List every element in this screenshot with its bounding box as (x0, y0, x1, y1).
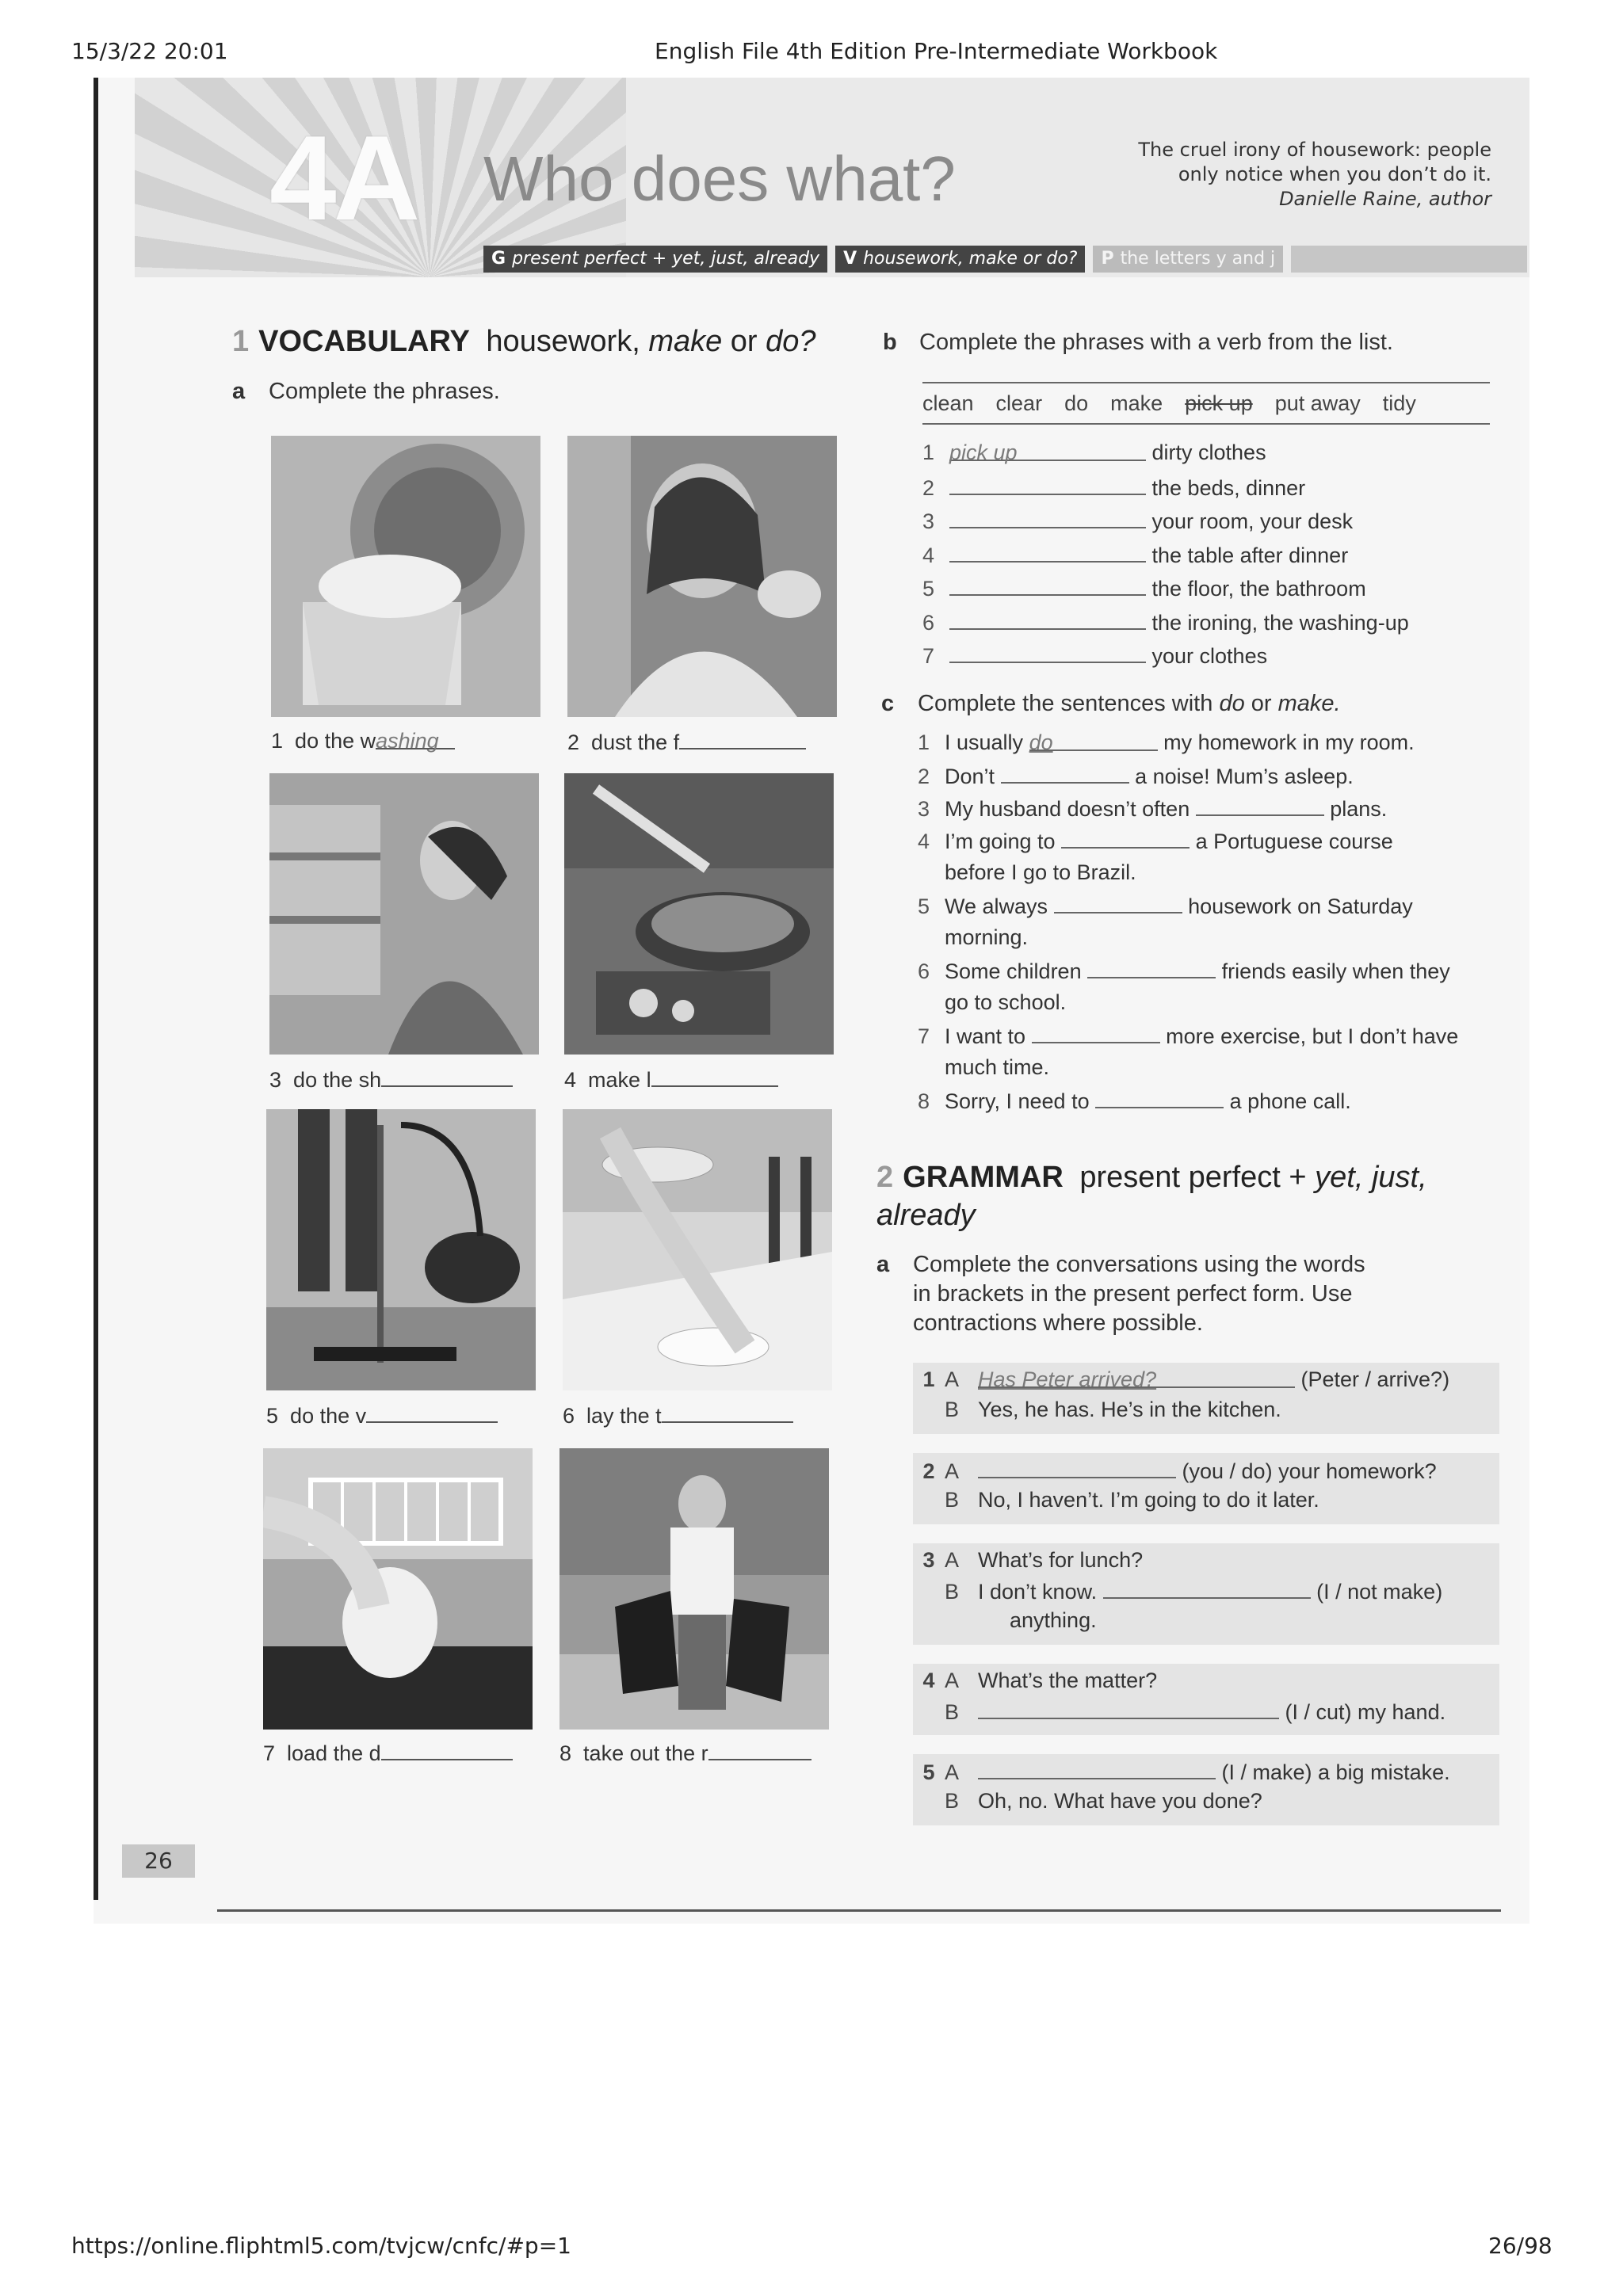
caption-num: 7 (263, 1741, 276, 1765)
row-num: 6 (918, 959, 930, 983)
tag-filler (1291, 246, 1527, 273)
answer-blank[interactable] (949, 441, 1146, 464)
caption-text: do the v (290, 1404, 367, 1428)
phrase-row (922, 508, 1409, 542)
answer-blank[interactable] (949, 475, 1146, 495)
speaker-a: A (945, 1459, 960, 1483)
word-clean: clean (922, 391, 974, 415)
hint: (Peter / arrive?) (1300, 1367, 1450, 1391)
tag-pronunciation (1093, 246, 1283, 273)
lesson-banner (135, 78, 1529, 277)
sentence-row (918, 1023, 1458, 1055)
sentence-before: Sorry, I need to (945, 1089, 1090, 1113)
phrase-row (922, 441, 1409, 475)
sentence-continuation: before I go to Brazil. (945, 860, 1136, 884)
hint: (I / not make) (1316, 1580, 1443, 1604)
photo-caption-2 (567, 729, 806, 755)
word-pick-up: pick up (1185, 391, 1253, 415)
section-number: 2 (876, 1161, 894, 1194)
row-num: 2 (922, 475, 935, 500)
exercise-text: Complete the sentences with (918, 691, 1213, 716)
phrase-row (922, 609, 1409, 643)
answer-blank[interactable] (949, 643, 1146, 663)
tag-text: present perfect + yet, just, already (512, 249, 820, 269)
caption-num: 8 (559, 1741, 572, 1765)
row-num: 8 (918, 1089, 930, 1113)
sentence-before: I usually (945, 730, 1024, 754)
answer-blank[interactable] (366, 1402, 498, 1423)
caption-text: lay the t (586, 1404, 662, 1428)
sentence-after: friends easily when they (1221, 959, 1450, 983)
sentence-after: my homework in my room. (1163, 730, 1415, 754)
reply: I don’t know. (978, 1580, 1098, 1604)
word-make-italic: make. (1277, 691, 1341, 716)
phrase-text: dirty clothes (1151, 441, 1266, 464)
tag-grammar (483, 246, 827, 273)
answer-blank[interactable] (1054, 893, 1182, 913)
caption-text: load the d (287, 1741, 381, 1765)
sentence-before: I’m going to (945, 830, 1056, 853)
convo-num: 3 (922, 1548, 935, 1572)
row-num: 4 (918, 830, 930, 853)
exercise-2a-instruction (876, 1250, 1365, 1338)
page-edge (94, 78, 98, 1900)
sentence-after: more exercise, but I don’t have (1166, 1024, 1459, 1048)
row-num: 6 (922, 610, 935, 635)
photo-caption-7 (263, 1740, 513, 1766)
photo-cooking (564, 773, 834, 1055)
question: What’s for lunch? (978, 1548, 1144, 1572)
hint: (you / do) your homework? (1182, 1459, 1437, 1483)
sentence-after: plans. (1330, 797, 1388, 821)
caption-num: 5 (266, 1404, 279, 1428)
phrase-text: the floor, the bathroom (1151, 577, 1366, 601)
convo-num: 4 (922, 1669, 935, 1692)
photo-laying-table (563, 1109, 832, 1390)
phrase-row (922, 542, 1409, 576)
topic-make: make (648, 325, 723, 358)
sentence-before: I want to (945, 1024, 1026, 1048)
tag-vocabulary (835, 246, 1085, 273)
word-clear: clear (995, 391, 1043, 415)
caption-num: 2 (567, 730, 580, 754)
word-do-italic: do (1219, 691, 1245, 716)
exercise-1b-instruction (883, 330, 1393, 356)
exercise-1a-instruction (232, 379, 500, 405)
photo-dishwasher (263, 1448, 533, 1730)
quote-line-2: only notice when you don’t do it. (1178, 163, 1491, 185)
phrases-list (922, 441, 1409, 677)
answer-blank[interactable] (1029, 730, 1158, 754)
workbook-page (94, 78, 1529, 1924)
section1-heading (232, 325, 816, 359)
photo-caption-6 (563, 1402, 793, 1428)
topic-present-perfect: present perfect + (1079, 1161, 1307, 1194)
photo-vacuuming (266, 1109, 536, 1390)
answer-blank[interactable] (1061, 828, 1190, 849)
lesson-tags (483, 246, 1527, 273)
sentence-row (918, 828, 1458, 860)
speaker-a: A (945, 1548, 960, 1572)
topic-or: or (730, 325, 758, 358)
photo-laundry (271, 436, 540, 717)
photo-caption-3 (269, 1066, 513, 1093)
caption-num: 6 (563, 1404, 575, 1428)
speaker-a: A (945, 1669, 960, 1692)
sentence-continuation: go to school. (945, 990, 1067, 1014)
sentence-after: a Portuguese course (1195, 830, 1393, 853)
print-datetime: 15/3/22 20:01 (71, 38, 228, 64)
handwritten-answer: pick up (949, 441, 1018, 464)
word-list-box (922, 382, 1490, 425)
answer-blank[interactable] (978, 1699, 1279, 1719)
conversation-3 (913, 1543, 1499, 1645)
photo-caption-1 (271, 729, 455, 753)
speaker-b: B (945, 1700, 960, 1724)
sentence-row (918, 1088, 1458, 1120)
sentence-row (918, 958, 1458, 990)
row-num: 3 (918, 797, 930, 821)
caption-text: do the w (295, 729, 376, 753)
photo-rubbish (559, 1448, 829, 1730)
section2-heading (876, 1158, 1479, 1234)
tag-text: housework, make or do? (863, 249, 1078, 269)
topic-already: already (876, 1199, 976, 1232)
section-keyword: GRAMMAR (903, 1161, 1064, 1194)
phrase-row (922, 475, 1409, 509)
sentence-after: a phone call. (1229, 1089, 1351, 1113)
page-number: 26 (122, 1844, 195, 1878)
tag-text: the letters y and j (1120, 249, 1276, 269)
instruction-line-2: in brackets in the present perfect form. Use (913, 1281, 1353, 1306)
exercise-letter: c (881, 691, 895, 716)
convo-num: 1 (922, 1367, 935, 1391)
sentence-row (918, 795, 1458, 828)
sentence-after: a noise! Mum’s asleep. (1135, 765, 1354, 788)
speaker-a: A (945, 1367, 960, 1391)
reply: Yes, he has. He’s in the kitchen. (978, 1398, 1281, 1421)
answer-blank[interactable] (662, 1402, 793, 1423)
speaker-b: B (945, 1580, 960, 1604)
photo-dusting (567, 436, 837, 717)
sentence-before: My husband doesn’t often (945, 797, 1190, 821)
word-tidy: tidy (1382, 391, 1416, 415)
conversation-2 (913, 1453, 1499, 1524)
exercise-letter: a (876, 1252, 890, 1277)
instruction-line-3: contractions where possible. (913, 1310, 1203, 1336)
topic-yet-just: yet, just, (1315, 1161, 1427, 1194)
answer-blank[interactable] (1032, 1023, 1160, 1043)
sentence-row (918, 893, 1458, 925)
word-make: make (1110, 391, 1163, 415)
hint: (I / make) a big mistake. (1221, 1760, 1450, 1784)
hint: (I / cut) my hand. (1285, 1700, 1446, 1724)
tag-letter: P (1101, 249, 1114, 269)
caption-text: make l (588, 1068, 651, 1092)
answer-blank[interactable] (679, 729, 806, 749)
answer-blank[interactable] (708, 1740, 812, 1760)
sentence-before: Don’t (945, 765, 995, 788)
answer-blank[interactable] (381, 1740, 513, 1760)
tag-letter: V (843, 249, 857, 269)
row-num: 4 (922, 543, 935, 567)
question: What’s the matter? (978, 1669, 1158, 1692)
convo-num: 2 (922, 1459, 935, 1483)
exercise-text: Complete the phrases with a verb from the list. (919, 330, 1393, 355)
reply-continuation: anything. (1010, 1608, 1097, 1632)
row-num: 1 (918, 730, 930, 754)
caption-text: do the sh (293, 1068, 382, 1092)
lesson-quote (1016, 138, 1491, 212)
quote-line-1: The cruel irony of housework: people (1138, 139, 1491, 161)
answer-blank[interactable] (949, 575, 1146, 596)
answer-blank[interactable] (978, 1458, 1176, 1478)
phrase-text: your room, your desk (1151, 509, 1354, 533)
answer-blank[interactable] (949, 542, 1146, 563)
phrase-text: the ironing, the washing-up (1151, 610, 1409, 635)
reply: No, I haven’t. I’m going to do it later. (978, 1488, 1319, 1512)
caption-num: 1 (271, 729, 284, 753)
handwritten-answer: Has Peter arrived? (978, 1367, 1157, 1391)
sentence-after: housework on Saturday (1188, 894, 1413, 918)
lesson-title: Who does what? (483, 143, 956, 214)
phrase-text: your clothes (1151, 644, 1268, 668)
speaker-b: B (945, 1398, 960, 1421)
photo-caption-4 (564, 1066, 778, 1093)
speaker-a: A (945, 1760, 960, 1784)
exercise-letter: b (883, 330, 897, 355)
conversation-4 (913, 1664, 1499, 1735)
lesson-number: 4A (269, 111, 418, 246)
row-num: 7 (922, 644, 935, 668)
print-page-count: 26/98 (1488, 2233, 1552, 2259)
phrase-row (922, 575, 1409, 609)
row-num: 2 (918, 765, 930, 788)
speaker-b: B (945, 1488, 960, 1512)
sentence-continuation: much time. (945, 1055, 1050, 1079)
caption-num: 3 (269, 1068, 282, 1092)
handwritten-answer: do (1029, 730, 1053, 754)
exercise-1c-instruction (881, 691, 1341, 717)
word-do: do (1064, 391, 1089, 415)
row-num: 1 (922, 441, 935, 464)
exercise-letter: a (232, 379, 246, 404)
sentence-row (918, 730, 1458, 763)
bottom-rule (217, 1909, 1501, 1912)
answer-blank[interactable] (978, 1759, 1216, 1779)
answer-blank[interactable] (1095, 1088, 1224, 1108)
photo-shopping (269, 773, 539, 1055)
phrase-row (922, 643, 1409, 677)
row-num: 5 (922, 577, 935, 601)
sentence-before: Some children (945, 959, 1082, 983)
reply: Oh, no. What have you done? (978, 1789, 1262, 1813)
instruction-line-1: Complete the conversations using the words (913, 1252, 1365, 1277)
answer-blank[interactable] (949, 508, 1146, 528)
answer-blank[interactable] (949, 609, 1146, 630)
answer-blank[interactable] (978, 1367, 1295, 1391)
answer-blank[interactable] (651, 1066, 778, 1087)
quote-author: Danielle Raine, author (1279, 188, 1491, 210)
answer-blank[interactable] (1103, 1578, 1311, 1599)
topic-do: do? (766, 325, 816, 358)
sentences-list (918, 730, 1458, 1120)
word-or: or (1251, 691, 1272, 716)
answer-blank[interactable] (1087, 958, 1216, 978)
answer-blank[interactable] (1001, 763, 1129, 784)
word-put-away: put away (1274, 391, 1361, 415)
print-title: English File 4th Edition Pre-Intermediate Workbook (655, 38, 1218, 64)
print-url: https://online.fliphtml5.com/tvjcw/cnfc/#p=1 (71, 2233, 571, 2259)
sentence-continuation: morning. (945, 925, 1029, 949)
photo-caption-8 (559, 1740, 812, 1766)
phrase-text: the table after dinner (1151, 543, 1349, 567)
sentence-before: We always (945, 894, 1048, 918)
row-num: 3 (922, 509, 935, 533)
handwritten-answer: ashing (376, 729, 439, 753)
phrase-text: the beds, dinner (1151, 475, 1306, 500)
caption-text: take out the r (583, 1741, 708, 1765)
exercise-text: Complete the phrases. (269, 379, 500, 404)
section-number: 1 (232, 325, 250, 358)
section-keyword: VOCABULARY (258, 325, 470, 358)
sentence-row (918, 763, 1458, 795)
answer-blank[interactable] (1196, 795, 1324, 816)
row-num: 7 (918, 1024, 930, 1048)
caption-num: 4 (564, 1068, 577, 1092)
photo-caption-5 (266, 1402, 498, 1428)
answer-blank[interactable] (381, 1066, 513, 1087)
conversation-1 (913, 1363, 1499, 1434)
row-num: 5 (918, 894, 930, 918)
tag-letter: G (491, 249, 506, 269)
speaker-b: B (945, 1789, 960, 1813)
answer-blank[interactable] (376, 729, 455, 753)
convo-num: 5 (922, 1760, 935, 1784)
conversation-5 (913, 1754, 1499, 1825)
caption-text: dust the f (591, 730, 680, 754)
topic-housework: housework, (486, 325, 640, 358)
